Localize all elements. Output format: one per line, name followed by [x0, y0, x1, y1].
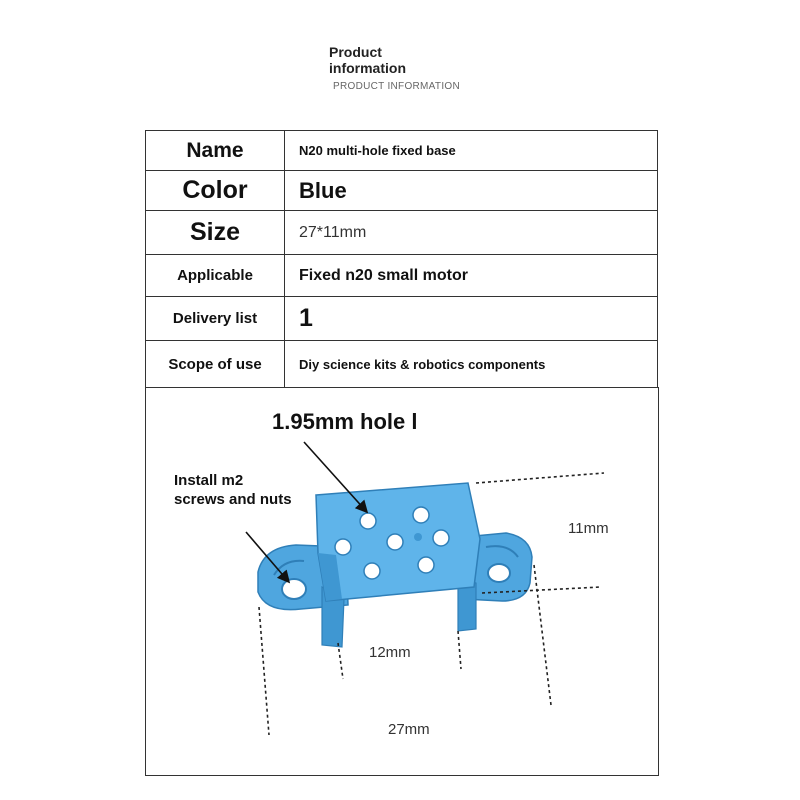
page-subtitle: PRODUCT INFORMATION [333, 81, 460, 92]
bracket-top-plate [316, 483, 480, 601]
spec-row-scope [146, 341, 658, 388]
spec-label: Applicable [146, 255, 285, 297]
spec-label: Name [146, 131, 285, 171]
install-callout-label: Install m2 screws and nuts [174, 472, 292, 508]
page-title: Product information [329, 44, 406, 76]
spec-value: Blue [285, 171, 658, 211]
spec-row-name [146, 131, 658, 171]
spec-table [145, 130, 658, 388]
spec-row-applicable [146, 255, 658, 297]
spec-value: Diy science kits & robotics components [285, 341, 658, 388]
spec-row-delivery [146, 297, 658, 341]
bracket-illustration [146, 387, 658, 775]
hole-callout-label: 1.95mm hole l [272, 409, 418, 434]
dimension-height-label: 11mm [568, 520, 609, 537]
spec-label: Scope of use [146, 341, 285, 388]
spec-value: 27*11mm [285, 211, 658, 255]
spec-value: Fixed n20 small motor [285, 255, 658, 297]
spec-value: N20 multi-hole fixed base [285, 131, 658, 171]
spec-label: Delivery list [146, 297, 285, 341]
spec-label: Size [146, 211, 285, 255]
page-header [329, 44, 460, 92]
spec-row-size [146, 211, 658, 255]
spec-value: 1 [285, 297, 658, 341]
product-image-panel [145, 387, 659, 776]
dimension-inner-width-label: 12mm [369, 644, 411, 661]
spec-row-color [146, 171, 658, 211]
spec-label: Color [146, 171, 285, 211]
dimension-total-width-label: 27mm [388, 721, 430, 738]
